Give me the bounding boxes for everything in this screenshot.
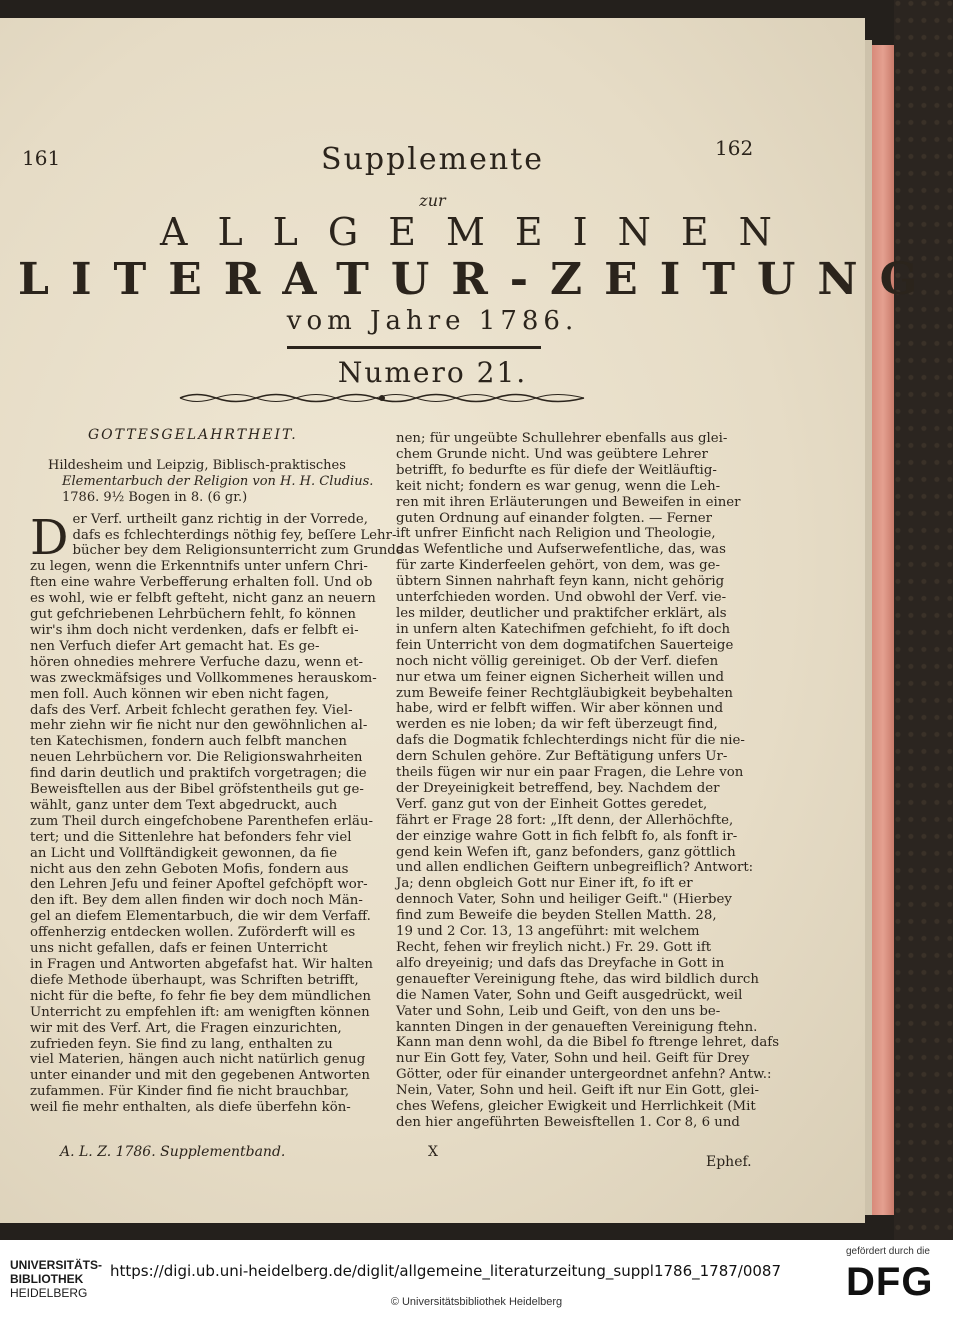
right-text-line: Nein, Vater, Sohn und heil. Geift ift nur Ein Gott, glei- [396, 1083, 759, 1099]
left-text-line: viel Materien, hängen auch nicht natürlich genug [30, 1052, 366, 1068]
right-text-line: chem Grunde nicht. Und was geübtere Lehrer [396, 446, 708, 462]
right-text-line: übtern Sinnen nahrhaft feyn kann, nicht gehörig [396, 574, 725, 590]
right-text-line: ches Wefens, gleicher Ewigkeit und Herrlichkeit (Mit [396, 1099, 756, 1115]
right-text-line: Recht, fehen wir freylich nicht.) Fr. 29. Gott ift [396, 940, 712, 955]
entry-line-3: 1786. 9½ Bogen in 8. (6 gr.) [62, 489, 248, 505]
left-text-line: er Verf. urtheilt ganz richtig in der Vorrede, [72, 511, 368, 527]
viewer-footer-bar [0, 1240, 953, 1317]
title-supplemente: Supplemente [321, 142, 544, 177]
right-text-line: nur Ein Gott fey, Vater, Sohn und heil. Geift für Drey [396, 1051, 750, 1067]
left-text-line: neuen Lehrbüchern vor. Die Religionswahrheiten [30, 750, 363, 766]
left-text-line: was zweckmäfsiges und Vollkommenes herauskom- [30, 670, 377, 686]
left-text-line: find darin deutlich und praktifch vorgetragen; die [30, 766, 367, 782]
right-text-line: für zarte Kinderfeelen gehört, von dem, was ge- [396, 558, 720, 574]
left-text-line: wählt, ganz unter dem Text abgedruckt, auch [30, 797, 338, 813]
left-text-line: zum Theil durch eingefchobene Parenthefen erläu- [30, 813, 374, 829]
right-text-line: Kann man denn wohl, da die Bibel fo ftrenge lehret, dafs [396, 1035, 780, 1051]
catchword: Ephef. [706, 1154, 752, 1170]
right-text-line: les milder, deutlicher und praktifcher erklärt, als [396, 605, 727, 621]
funder-label: gefördert durch die [846, 1246, 930, 1257]
issue-number: Numero 21. [337, 356, 528, 389]
right-column [396, 431, 780, 1131]
right-text-line: den hier angeführten Beweisftellen 1. Cor 8, 6 und [396, 1114, 740, 1130]
left-text-line: uns nicht gefallen, dafs er feinen Unterricht [30, 941, 328, 957]
right-text-line: unterfchieden worden. Und obwohl der Verf. vie- [396, 590, 727, 606]
left-text-line: den ift. Bey dem allen finden wir doch noch Män- [30, 893, 363, 909]
dfg-logo[interactable]: DFG [846, 1260, 934, 1304]
title-literatur-zeitung: LITERATUR-ZEITUNG [18, 254, 940, 305]
right-text-line: kannten Dingen in der genaueften Vereinigung ftehn. [396, 1019, 758, 1035]
right-text-line: fein Unterricht von dem dogmatifchen Sauerteige [396, 637, 734, 653]
footer-journal: A. L. Z. 1786. Supplementband. [60, 1144, 286, 1160]
left-text-line: zufrieden feyn. Sie find zu lang, enthalten zu [30, 1036, 333, 1052]
right-text-line: keit nicht; fondern es war genug, wenn die Leh- [396, 478, 721, 494]
right-text-line: werden es nie loben; da wir feft überzeugt find, [396, 717, 718, 733]
right-text-line: Götter, oder für einander untergeordnet anfehn? Antw.: [396, 1067, 772, 1083]
title-allgemeinen: ALLGEMEINEN [160, 210, 802, 254]
right-body [396, 431, 780, 1131]
left-text-line: bücher bey dem Religionsunterricht zum Grunde [72, 543, 404, 559]
left-text-line: den Lehren Jefu und feiner Apoftel gefchöpft wor- [30, 877, 368, 893]
left-text-line: mehr ziehn wir fie nicht nur den gewöhnlichen al- [30, 718, 368, 734]
left-column [30, 427, 404, 1116]
left-text-line: an Licht und Vollftändigkeit gewonnen, da fie [30, 845, 338, 861]
left-text-line: zu legen, wenn die Erkenntnifs unter unfern Chri- [30, 559, 368, 575]
left-text-line: tert; und die Sittenlehre hat befonders fehr viel [30, 829, 352, 845]
book-cover [894, 0, 953, 1240]
left-text-line: weil fie mehr enthalten, als diefe überfehn kön- [30, 1100, 351, 1116]
left-text-line: nicht aus den zehn Geboten Mofis, fondern aus [30, 861, 349, 877]
left-text-line: ten Katechismen, fondern auch felbft manchen [30, 734, 347, 750]
left-text-line: hören ohnedies mehrere Verfuche dazu, wenn et- [30, 654, 363, 670]
entry-line-2: Elementarbuch der Religion von H. H. Cludius. [62, 473, 374, 489]
page-number-left: 161 [22, 146, 61, 170]
left-text-line: Unterricht zu empfehlen ift: am wenigften können [30, 1004, 370, 1020]
page-number-right: 162 [715, 136, 754, 160]
library-logo[interactable] [10, 1258, 102, 1300]
title-zur: zur [419, 191, 446, 210]
left-text-line: in Fragen und Antworten abgefafst hat. Wir halten [30, 957, 373, 972]
left-body [30, 509, 404, 1116]
page-edges [872, 45, 894, 1215]
copyright-notice: © Universitätsbibliothek Heidelberg [390, 1296, 563, 1308]
right-text-line: zum Beweife feiner Rechtgläubigkeit beybehalten [396, 685, 733, 701]
permalink-url[interactable]: https://digi.ub.uni-heidelberg.de/diglit/allgemeine_literaturzeitung_suppl1786_1787/0087 [110, 1262, 782, 1280]
right-text-line: fährt er Frage 28 fort: „Ift denn, der Allerhöchfte, [396, 812, 734, 828]
left-text-line: diefe Methode überhaupt, was Schriften betrifft, [30, 972, 359, 988]
right-text-line: noch nicht völlig gereiniget. Ob der Verf. diefen [396, 653, 719, 669]
signature-mark: X [428, 1144, 438, 1160]
right-text-line: dern Schulen gehöre. Zur Beftätigung unfers Ur- [396, 749, 728, 765]
left-text-line: nen Verfuch diefer Art gemacht hat. Es ge- [30, 638, 320, 654]
right-text-line: das Wefentliche und Aufserwefentliche, das, was [396, 542, 726, 558]
entry-line-1: Hildesheim und Leipzig, Biblisch-praktisches [48, 457, 346, 473]
left-text-line: unter einander und mit den gegebenen Antworten [30, 1068, 370, 1084]
right-text-line: ift unfrer Einficht nach Religion und Theologie, [396, 526, 716, 542]
book-page [0, 18, 940, 1223]
left-text-line: offenherzig entdecken wollen. Zuförderft will es [30, 925, 356, 941]
left-text-line: es wohl, wie er felbft gefteht, nicht ganz an neuern [30, 591, 376, 607]
library-name-line1: UNIVERSITÄTS- [10, 1258, 103, 1272]
left-text-line: ften eine wahre Verbefferung erhalten foll. Und ob [30, 575, 373, 591]
right-text-line: ren mit ihren Erläuterungen und Beweifen in einer [396, 494, 741, 510]
right-text-line: und allen endlichen Geiftern unbegreiflich? Antwort: [396, 860, 754, 876]
drop-cap: D [30, 509, 69, 566]
right-text-line: guten Ordnung auf einander folgten. — Ferner [396, 510, 713, 526]
right-text-line: nen; für ungeübte Schullehrer ebenfalls aus glei- [396, 431, 728, 446]
right-text-line: die Namen Vater, Sohn und Geift ausgedrückt, weil [396, 987, 743, 1003]
right-text-line: Vater und Sohn, Leib und Geift, von den uns be- [396, 1003, 721, 1019]
right-text-line: nur etwa um feiner eignen Sicherheit willen und [396, 669, 725, 685]
right-text-line: alfo dreyeinig; und dafs das Dreyfache in Gott in [396, 955, 725, 971]
title-rule [287, 346, 541, 349]
right-text-line: Ja; denn obgleich Gott nur Einer ift, fo ift er [396, 876, 693, 892]
section-heading: GOTTESGELAHRTHEIT. [88, 427, 298, 443]
left-text-line: dafs des Verf. Arbeit fchlecht gerathen fey. Viel- [30, 702, 353, 718]
right-text-line: find zum Beweife die beyden Stellen Matth. 28, [396, 908, 717, 924]
left-text-line: men foll. Auch können wir eben nicht fagen, [30, 686, 330, 702]
right-text-line: dennoch Vater, Sohn und heiliger Geift." (Hierbey [396, 892, 732, 908]
right-text-line: 19 und 2 Cor. 13, 13 angeführt: mit welchem [396, 924, 700, 940]
right-text-line: der einzige wahre Gott in fich felbft fo, als fonft ir- [396, 828, 738, 844]
right-text-line: in unfern alten Katechifmen gefchieht, fo ift doch [396, 621, 731, 637]
left-text-line: dafs es fchlechterdings nöthig fey, beſſere Lehr- [72, 527, 397, 543]
title-year: vom Jahre 1786. [286, 306, 579, 336]
left-text-line: zufammen. Für Kinder find fie nicht brauchbar, [30, 1084, 350, 1100]
library-name-line2: BIBLIOTHEK [10, 1272, 84, 1286]
left-text-line: Beweisftellen aus der Bibel gröfstentheils gut ge- [30, 782, 364, 798]
right-text-line: habe, wird er felbft wiffen. Wir aber können und [396, 701, 724, 717]
right-text-line: der Dreyeinigkeit betreffend, bey. Nachdem der [396, 780, 720, 796]
right-text-line: betrifft, fo bedurfte es für diefe der Weitläuftig- [396, 462, 717, 478]
left-text-line: nicht für die befte, fo fehr fie bey dem mündlichen [30, 988, 371, 1004]
right-text-line: theils fügen wir nur ein paar Fragen, die Lehre von [396, 765, 744, 781]
right-text-line: dafs die Dogmatik fchlechterdings nicht für die nie- [396, 733, 745, 749]
left-text-line: wir mit des Verf. Art, die Fragen einzurichten, [30, 1020, 342, 1036]
left-text-line: gut gefchriebenen Lehrbüchern fehlt, fo können [30, 607, 356, 623]
right-text-line: Verf. ganz gut von der Einheit Gottes geredet, [396, 796, 708, 812]
left-text-line: gel an diefem Elementarbuch, die wir dem Verfaff. [30, 909, 371, 925]
ornament-divider [176, 391, 588, 405]
right-text-line: genauefter Vereinigung ftehe, das wird bildlich durch [396, 971, 759, 987]
left-text-line: wir's ihm doch nicht verdenken, dafs er felbft ei- [30, 622, 359, 638]
library-name-line3: HEIDELBERG [10, 1286, 88, 1300]
right-text-line: gend kein Wefen ift, ganz befonders, ganz göttlich [396, 844, 736, 860]
